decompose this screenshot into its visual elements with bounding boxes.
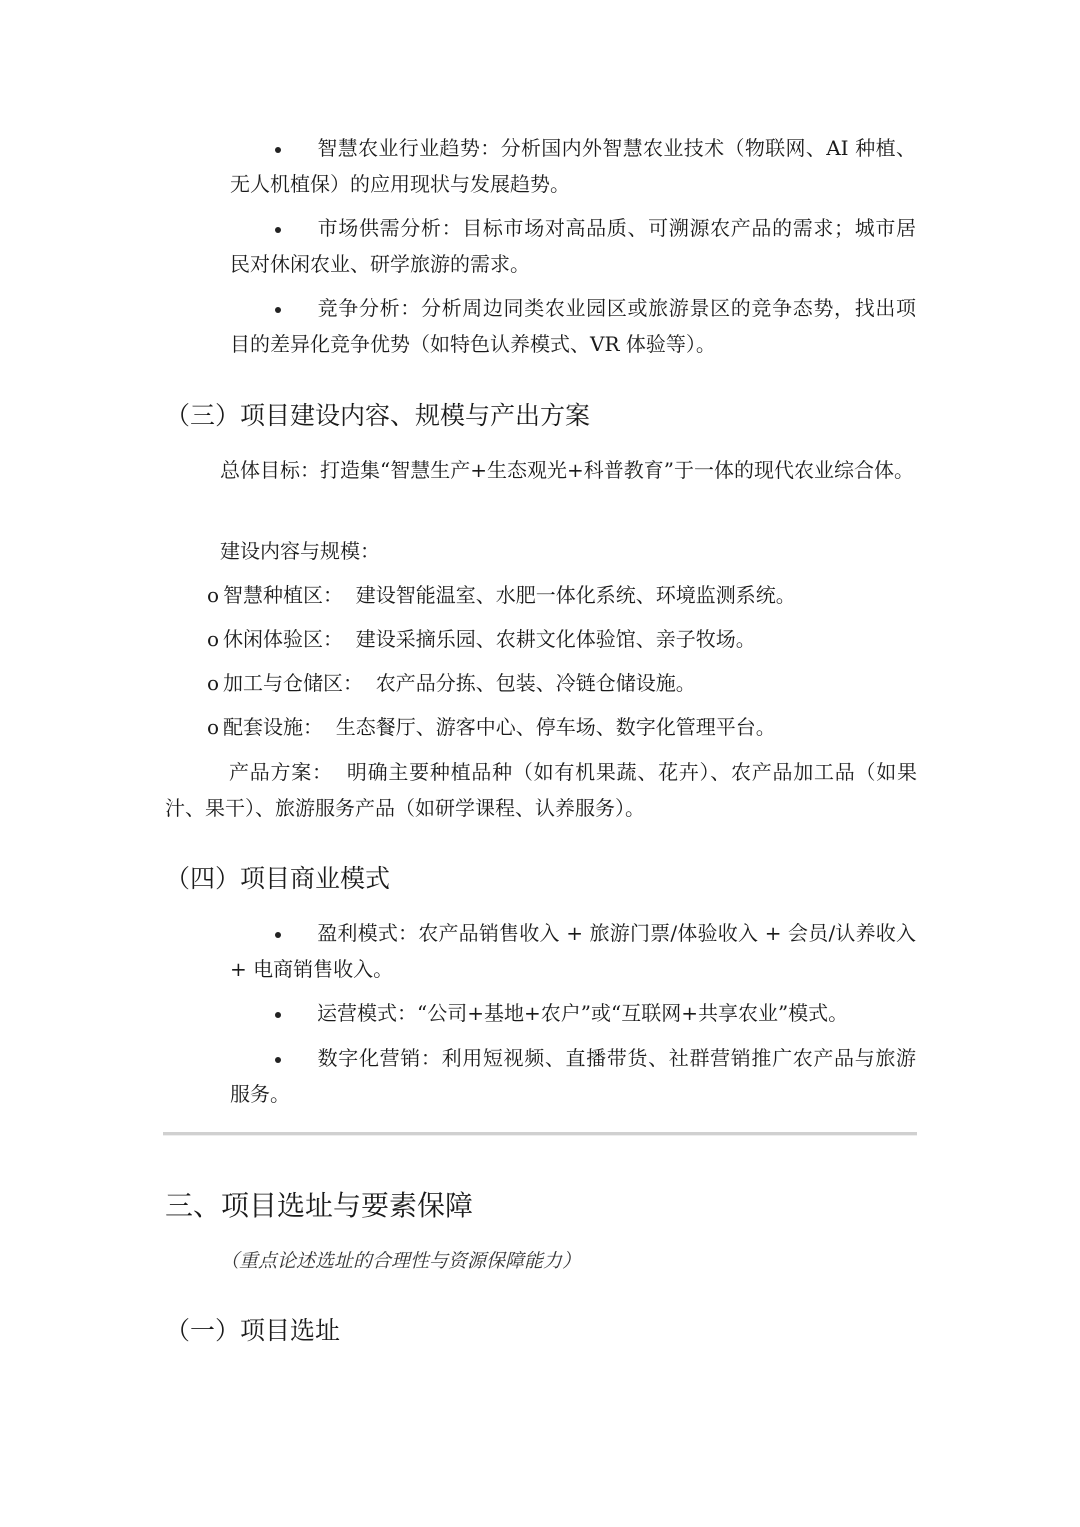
paragraph-label: 产品方案： <box>229 760 333 784</box>
bullet-dot-icon <box>230 210 317 246</box>
sub-item-processing-storage <box>207 666 696 700</box>
sub-item-label: 休闲体验区： <box>223 627 344 651</box>
bullet-item-market-supply-demand <box>230 210 916 282</box>
bullet-label: 市场供需分析： <box>317 216 463 240</box>
bullet-dot-icon <box>230 290 317 326</box>
bullet-item-profit-model <box>230 915 916 987</box>
bullet-item-digital-marketing <box>230 1040 916 1112</box>
bullet-dot-icon <box>230 130 317 166</box>
bullet-item-competition <box>230 290 916 362</box>
paragraph-content-scale-label: 建设内容与规模： <box>220 539 380 563</box>
bullet-item-operation-model <box>230 995 916 1031</box>
bullet-text: 农产品销售收入 + 旅游门票/体验收入 + 会员/认养收入 + 电商销售收入。 <box>230 921 917 981</box>
paragraph-label: 总体目标： <box>220 458 320 482</box>
bullet-text: 分析周边同类农业园区或旅游景区的竞争态势，找出项目的差异化竞争优势（如特色认养模式、VR 体验等）。 <box>230 296 917 356</box>
sub-item-marker: o <box>207 583 220 607</box>
bullet-text: 分析国内外智慧农业技术（物联网、AI 种植、无人机植保）的应用现状与发展趋势。 <box>230 136 917 196</box>
bullet-dot-icon <box>230 1040 317 1076</box>
sub-item-smart-planting <box>207 578 796 612</box>
section-heading-business-model: （四）项目商业模式 <box>165 864 391 893</box>
sub-item-label: 配套设施： <box>223 715 324 739</box>
sub-item-text: 建设智能温室、水肥一体化系统、环境监测系统。 <box>355 583 796 607</box>
bullet-label: 智慧农业行业趋势： <box>317 136 501 160</box>
paragraph-text: 明确主要种植品种（如有机果蔬、花卉）、农产品加工品（如果汁、果干）、旅游服务产品（如研学课程、认养服务）。 <box>165 760 917 820</box>
chapter-heading-site-selection: 三、项目选址与要素保障 <box>165 1189 474 1222</box>
sub-item-marker: o <box>207 671 220 695</box>
bullet-dot-icon <box>230 915 317 951</box>
sub-item-text: 生态餐厅、游客中心、停车场、数字化管理平台。 <box>335 715 776 739</box>
paragraph-product-plan <box>165 754 917 826</box>
bullet-label: 盈利模式： <box>317 921 419 945</box>
bullet-text: 利用短视频、直播带货、社群营销推广农产品与旅游服务。 <box>230 1046 917 1106</box>
bullet-text: 目标市场对高品质、可溯源农产品的需求；城市居民对休闲农业、研学旅游的需求。 <box>230 216 917 276</box>
sub-item-label: 智慧种植区： <box>223 583 344 607</box>
sub-item-label: 加工与仓储区： <box>223 671 364 695</box>
paragraph-text: 打造集“智慧生产+生态观光+科普教育”于一体的现代农业综合体。 <box>320 458 914 482</box>
sub-item-text: 农产品分拣、包装、冷链仓储设施。 <box>375 671 696 695</box>
sub-item-leisure-experience <box>207 622 756 656</box>
section-heading-construction: （三）项目建设内容、规模与产出方案 <box>165 401 591 430</box>
bullet-label: 运营模式： <box>317 1001 417 1025</box>
bullet-dot-icon <box>230 995 317 1031</box>
sub-item-text: 建设采摘乐园、农耕文化体验馆、亲子牧场。 <box>355 627 756 651</box>
paragraph-overall-goal <box>165 452 917 488</box>
sub-item-marker: o <box>207 715 220 739</box>
bullet-label: 竞争分析： <box>317 296 421 320</box>
sub-item-supporting-facilities <box>207 710 776 744</box>
sub-item-marker: o <box>207 627 220 651</box>
bullet-label: 数字化营销： <box>317 1046 442 1070</box>
section-heading-project-site: （一）项目选址 <box>165 1316 341 1345</box>
bullet-text: “公司+基地+农户”或“互联网+共享农业”模式。 <box>417 1001 849 1025</box>
bullet-item-industry-trend <box>230 130 916 202</box>
chapter-note: （重点论述选址的合理性与资源保障能力） <box>220 1250 582 1272</box>
horizontal-divider <box>163 1132 917 1136</box>
